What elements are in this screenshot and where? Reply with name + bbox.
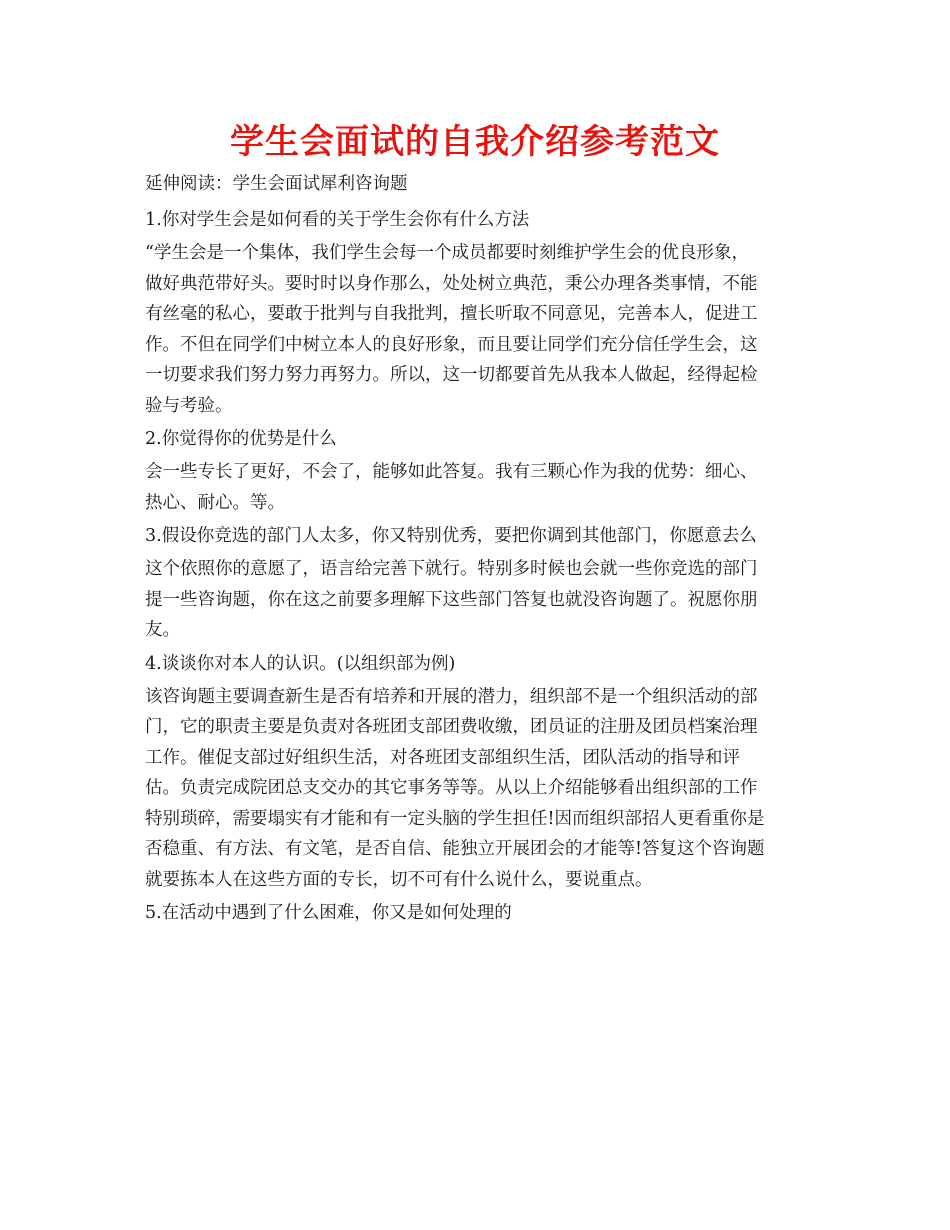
answer-line: 热心、耐心。等。 [145,492,285,513]
question-5: 5.在活动中遇到了什么困难，你又是如何处理的 [145,903,512,923]
question-3: 3.假设你竞选的部门人太多，你又特别优秀，要把你调到其他部门，你愿意去么 [145,526,757,546]
answer-line: 就要拣本人在这些方面的专长，切不可有什么说什么，要说重点。 [145,869,653,890]
question-2: 2.你觉得你的优势是什么 [145,429,337,449]
answer-line: 作。不但在同学们中树立本人的良好形象，而且要让同学们充分信任学生会，这 [145,334,758,355]
answer-line: 会一些专长了更好，不会了，能够如此答复。我有三颗心作为我的优势：细心、 [145,462,758,482]
intro-line: 延伸阅读：学生会面试犀利咨询题 [145,174,408,194]
answer-3 [145,554,810,646]
answer-line: 特别琐碎，需要塌实有才能和有一定头脑的学生担任!因而组织部招人更看重你是 [145,808,765,829]
answer-line: 工作。催促支部过好组织生活，对各班团支部组织生活，团队活动的指导和评 [145,747,740,768]
answer-line: 有丝毫的私心，要敢于批判与自我批判，擅长听取不同意见，完善本人，促进工 [145,304,758,324]
answer-4 [145,682,810,896]
answer-line: 做好典范带好头。要时时以身作那么，处处树立典范，秉公办理各类事情，不能 [145,273,758,294]
question-4: 4.谈谈你对本人的认识。(以组织部为例) [145,653,456,674]
question-1: 1.你对学生会是如何看的关于学生会你有什么方法 [145,210,530,230]
answer-line: 一切要求我们努力努力再努力。所以，这一切都要首先从我本人做起，经得起检 [145,365,758,385]
answer-1 [145,238,810,421]
answer-line: 验与考验。 [145,395,233,416]
answer-line: “学生会是一个集体，我们学生会每一个成员都要时刻维护学生会的优良形象， [145,243,749,263]
answer-line: 该咨询题主要调查新生是否有培养和开展的潜力，组织部不是一个组织活动的部 [145,686,758,707]
answer-line: 估。负责完成院团总支交办的其它事务等等。从以上介绍能够看出组织部的工作 [145,778,758,798]
answer-line: 门，它的职责主要是负责对各班团支部团费收缴，团员证的注册及团员档案治理 [145,717,758,737]
answer-line: 友。 [145,620,180,640]
answer-line: 这个依照你的意愿了，语言给完善下就行。特别多时候也会就一些你竞选的部门 [145,559,758,579]
document-title: 学生会面试的自我介绍参考范文 [230,122,720,162]
answer-2 [145,457,810,518]
answer-line: 否稳重、有方法、有文笔，是否自信、能独立开展团会的才能等!答复这个咨询题 [145,839,765,859]
document-body [145,166,810,931]
answer-line: 提一些咨询题，你在这之前要多理解下这些部门答复也就没咨询题了。祝愿你朋 [145,589,758,610]
